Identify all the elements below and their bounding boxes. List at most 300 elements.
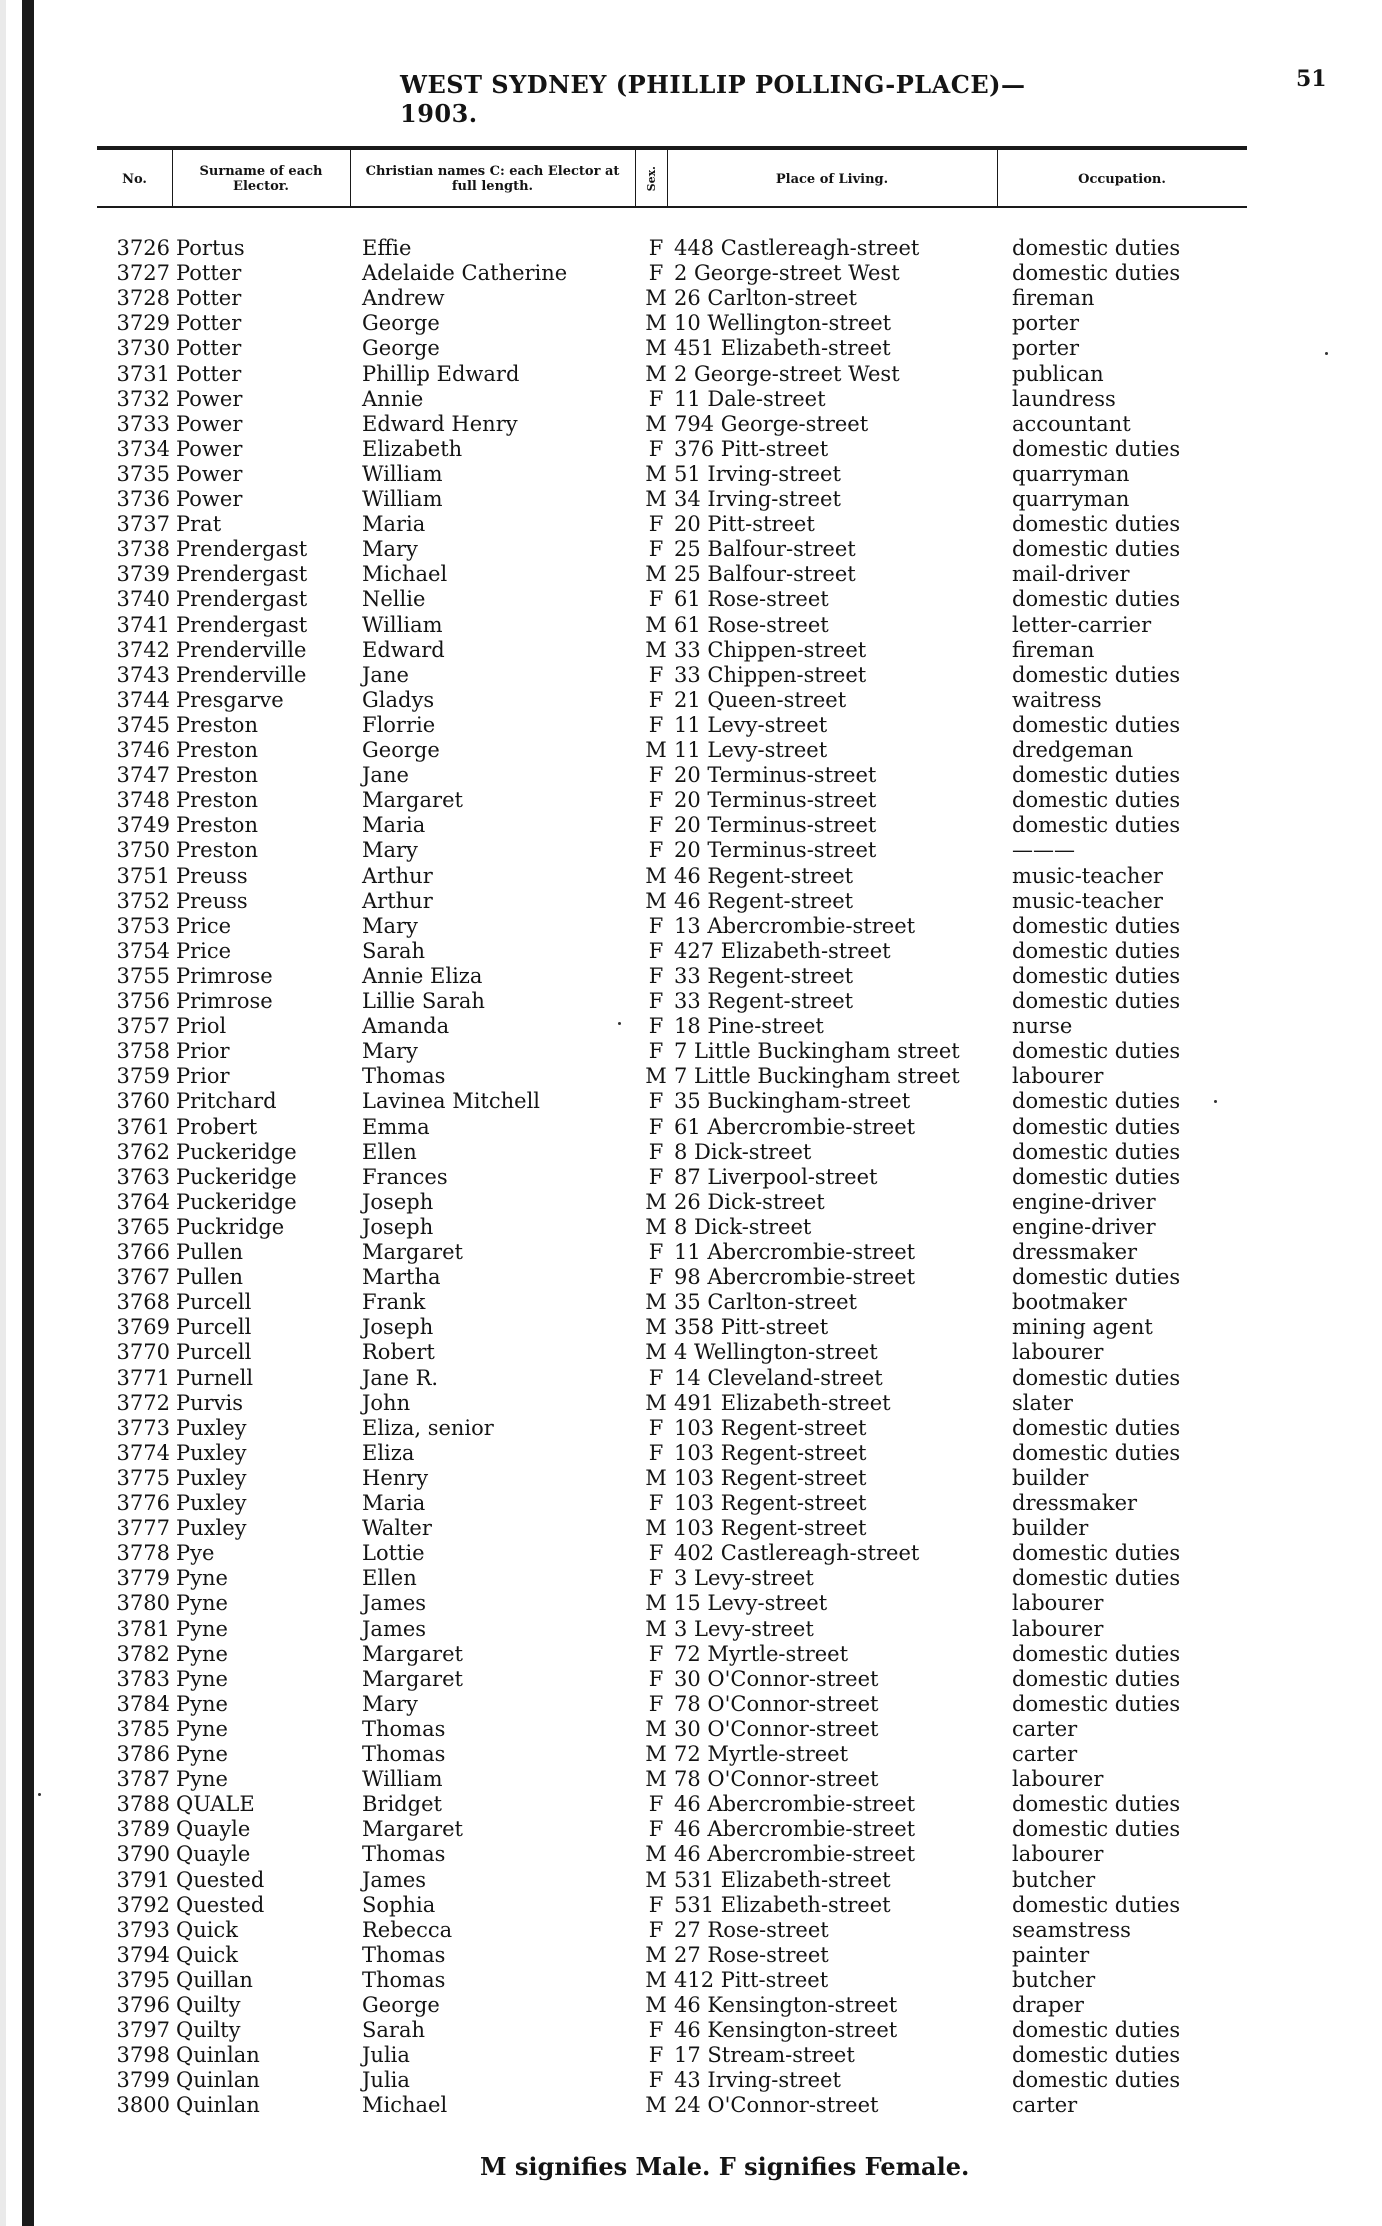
elector-number: 3773 (116, 1415, 170, 1440)
elector-number: 3729 (116, 311, 170, 336)
elector-place-of-living: 46 Kensington-street (674, 1993, 898, 2017)
elector-number: 3751 (116, 863, 170, 888)
elector-sex: M (645, 1214, 667, 1239)
elector-christian-names: Martha (362, 1265, 441, 1290)
table-row (0, 1115, 1382, 1140)
elector-christian-names: Frances (362, 1164, 448, 1189)
elector-sex: F (648, 1164, 664, 1189)
table-row (0, 813, 1382, 838)
elector-sex: F (648, 587, 664, 612)
elector-christian-names: Michael (362, 2093, 448, 2118)
table-row (0, 2018, 1382, 2043)
elector-christian-names: Frank (362, 1290, 426, 1315)
elector-occupation: domestic duties (1012, 1265, 1181, 1290)
elector-sex: F (648, 1792, 664, 1817)
elector-number: 3790 (116, 1842, 170, 1867)
elector-number: 3736 (116, 487, 170, 511)
elector-place-of-living: 14 Cleveland-street (674, 1365, 883, 1390)
elector-sex: M (645, 1742, 667, 1766)
elector-number: 3763 (116, 1164, 170, 1189)
elector-number: 3796 (116, 1993, 170, 2017)
elector-place-of-living: 33 Chippen-street (674, 637, 867, 662)
elector-surname: Probert (176, 1114, 258, 1139)
table-row (0, 236, 1382, 261)
table-row (0, 1441, 1382, 1466)
elector-christian-names: Henry (362, 1465, 429, 1490)
table-row (0, 487, 1382, 512)
table-row (0, 989, 1382, 1014)
elector-sex: F (648, 813, 664, 838)
elector-number: 3762 (116, 1139, 170, 1164)
elector-christian-names: Walter (362, 1516, 432, 1541)
elector-number: 3748 (116, 788, 170, 813)
elector-place-of-living: 20 Terminus-street (674, 838, 877, 863)
elector-surname: Preston (176, 712, 258, 737)
elector-christian-names: Rebecca (362, 1917, 453, 1942)
elector-place-of-living: 103 Regent-street (674, 1491, 867, 1515)
table-row (0, 1315, 1382, 1340)
elector-occupation: domestic duties (1012, 2068, 1181, 2093)
elector-sex: M (645, 1616, 667, 1641)
table-row (0, 1416, 1382, 1441)
elector-sex: M (645, 2093, 667, 2118)
elector-occupation: labourer (1012, 1591, 1104, 1616)
table-row (0, 889, 1382, 914)
elector-place-of-living: 98 Abercrombie-street (674, 1265, 916, 1290)
elector-place-of-living: 61 Abercrombie-street (674, 1114, 916, 1139)
table-row (0, 1767, 1382, 1792)
elector-sex: F (648, 963, 664, 988)
elector-christian-names: George (362, 1993, 440, 2017)
elector-occupation: domestic duties (1012, 963, 1181, 988)
elector-occupation: porter (1012, 336, 1080, 361)
elector-christian-names: Eliza, senior (362, 1415, 494, 1440)
elector-sex: M (645, 1867, 667, 1892)
elector-sex: M (645, 863, 667, 888)
elector-christian-names: Emma (362, 1114, 430, 1139)
table-row (0, 1842, 1382, 1867)
elector-occupation: builder (1012, 1516, 1089, 1541)
elector-surname: Preuss (176, 888, 248, 913)
elector-christian-names: Edward Henry (362, 411, 518, 436)
elector-christian-names: Jane (362, 662, 409, 687)
table-row (0, 738, 1382, 763)
elector-sex: F (648, 687, 664, 712)
table-row (0, 1968, 1382, 1993)
elector-christian-names: Lavinea Mitchell (362, 1089, 540, 1114)
elector-number: 3741 (116, 612, 170, 637)
elector-number: 3759 (116, 1064, 170, 1089)
table-row (0, 1064, 1382, 1089)
elector-number: 3795 (116, 1967, 170, 1992)
elector-occupation: mining agent (1012, 1315, 1153, 1340)
table-row (0, 362, 1382, 387)
elector-christian-names: Mary (362, 1691, 418, 1716)
elector-occupation: butcher (1012, 1967, 1096, 1992)
elector-place-of-living: 20 Terminus-street (674, 788, 877, 813)
elector-number: 3749 (116, 813, 170, 838)
elector-surname: Pye (176, 1541, 215, 1566)
elector-sex: F (648, 236, 664, 260)
elector-christian-names: Margaret (362, 1666, 463, 1691)
elector-occupation: domestic duties (1012, 989, 1181, 1013)
table-row (0, 2093, 1382, 2118)
elector-occupation: engine-driver (1012, 1214, 1156, 1239)
elector-christian-names: Maria (362, 512, 426, 537)
elector-number: 3731 (116, 361, 170, 386)
elector-place-of-living: 46 Abercrombie-street (674, 1817, 916, 1842)
elector-place-of-living: 794 George-street (674, 411, 869, 436)
elector-number: 3780 (116, 1591, 170, 1616)
elector-sex: F (648, 1415, 664, 1440)
table-row (0, 1089, 1382, 1114)
elector-surname: Puxley (176, 1415, 247, 1440)
elector-sex: M (645, 1064, 667, 1089)
column-header-sex-label: Sex. (644, 166, 658, 192)
elector-christian-names: Mary (362, 913, 418, 938)
elector-occupation: domestic duties (1012, 1641, 1181, 1666)
elector-sex: F (648, 1566, 664, 1591)
elector-place-of-living: 33 Regent-street (674, 989, 854, 1013)
elector-surname: Purnell (176, 1365, 254, 1390)
elector-christian-names: James (362, 1616, 427, 1641)
elector-sex: M (645, 1767, 667, 1792)
elector-surname: Power (176, 487, 243, 511)
elector-occupation: builder (1012, 1465, 1089, 1490)
elector-number: 3768 (116, 1290, 170, 1315)
elector-occupation: engine-driver (1012, 1189, 1156, 1214)
elector-sex: M (645, 361, 667, 386)
elector-sex: M (645, 1716, 667, 1741)
table-row (0, 1466, 1382, 1491)
elector-christian-names: Margaret (362, 788, 463, 813)
elector-number: 3785 (116, 1716, 170, 1741)
elector-number: 3754 (116, 938, 170, 963)
elector-sex: F (648, 1440, 664, 1465)
elector-number: 3740 (116, 587, 170, 612)
elector-number: 3746 (116, 738, 170, 762)
print-speck (1214, 1100, 1217, 1103)
elector-number: 3732 (116, 386, 170, 411)
elector-surname: Preston (176, 763, 258, 788)
elector-christian-names: Michael (362, 562, 448, 587)
table-row (0, 412, 1382, 437)
elector-sex: F (648, 662, 664, 687)
elector-occupation: publican (1012, 361, 1104, 386)
elector-sex: F (648, 1240, 664, 1264)
elector-occupation: domestic duties (1012, 913, 1181, 938)
elector-place-of-living: 34 Irving-street (674, 487, 841, 511)
elector-christian-names: William (362, 612, 443, 637)
elector-occupation: labourer (1012, 1064, 1104, 1089)
elector-surname: Pyne (176, 1566, 228, 1591)
table-row (0, 1014, 1382, 1039)
elector-surname: Preuss (176, 863, 248, 888)
elector-christian-names: Mary (362, 537, 418, 562)
elector-sex: F (648, 1089, 664, 1114)
elector-sex: F (648, 1541, 664, 1566)
elector-place-of-living: 427 Elizabeth-street (674, 938, 891, 963)
elector-place-of-living: 61 Rose-street (674, 612, 829, 637)
table-row (0, 562, 1382, 587)
table-row (0, 838, 1382, 863)
elector-number: 3765 (116, 1214, 170, 1239)
elector-sex: F (648, 712, 664, 737)
elector-surname: Purcell (176, 1290, 252, 1315)
elector-number: 3733 (116, 411, 170, 436)
elector-number: 3756 (116, 989, 170, 1013)
table-row (0, 864, 1382, 889)
elector-surname: Preston (176, 788, 258, 813)
elector-sex: M (645, 1516, 667, 1541)
elector-christian-names: Maria (362, 1491, 426, 1515)
elector-christian-names: Joseph (362, 1189, 434, 1214)
elector-christian-names: Florrie (362, 712, 436, 737)
elector-surname: Preston (176, 838, 258, 863)
table-row (0, 688, 1382, 713)
elector-occupation: accountant (1012, 411, 1131, 436)
table-row (0, 914, 1382, 939)
elector-occupation: nurse (1012, 1014, 1073, 1039)
elector-occupation: fireman (1012, 286, 1095, 311)
elector-number: 3734 (116, 436, 170, 461)
elector-occupation: slater (1012, 1390, 1073, 1415)
table-row (0, 261, 1382, 286)
elector-place-of-living: 51 Irving-street (674, 461, 841, 486)
elector-sex: F (648, 1641, 664, 1666)
elector-occupation: draper (1012, 1993, 1084, 2017)
elector-number: 3778 (116, 1541, 170, 1566)
elector-place-of-living: 18 Pine-street (674, 1014, 824, 1039)
elector-christian-names: Bridget (362, 1792, 442, 1817)
elector-sex: F (648, 1014, 664, 1039)
elector-christian-names: Robert (362, 1340, 435, 1365)
table-row (0, 663, 1382, 688)
elector-occupation: ——— (1012, 838, 1075, 863)
elector-sex: M (645, 1967, 667, 1992)
elector-number: 3760 (116, 1089, 170, 1114)
table-row (0, 286, 1382, 311)
elector-place-of-living: 376 Pitt-street (674, 436, 829, 461)
elector-surname: Quick (176, 1942, 238, 1967)
elector-number: 3757 (116, 1014, 170, 1039)
table-row (0, 1943, 1382, 1968)
elector-surname: Prior (176, 1064, 230, 1089)
elector-occupation: domestic duties (1012, 1666, 1181, 1691)
elector-sex: F (648, 1365, 664, 1390)
table-row (0, 1868, 1382, 1893)
elector-sex: F (648, 838, 664, 863)
elector-occupation: domestic duties (1012, 763, 1181, 788)
elector-surname: Presgarve (176, 687, 284, 712)
elector-place-of-living: 10 Wellington-street (674, 311, 892, 336)
elector-occupation: music-teacher (1012, 863, 1163, 888)
elector-number: 3737 (116, 512, 170, 537)
elector-sex: F (648, 763, 664, 788)
elector-surname: Prendergast (176, 612, 308, 637)
elector-place-of-living: 27 Rose-street (674, 1942, 829, 1967)
elector-surname: Power (176, 386, 243, 411)
elector-occupation: quarryman (1012, 487, 1130, 511)
elector-number: 3797 (116, 2018, 170, 2043)
table-row (0, 763, 1382, 788)
elector-number: 3747 (116, 763, 170, 788)
elector-surname: Price (176, 913, 232, 938)
elector-occupation: letter-carrier (1012, 612, 1152, 637)
elector-surname: Prenderville (176, 662, 307, 687)
elector-place-of-living: 30 O'Connor-street (674, 1666, 879, 1691)
elector-place-of-living: 78 O'Connor-street (674, 1767, 879, 1792)
elector-number: 3752 (116, 888, 170, 913)
table-row (0, 1391, 1382, 1416)
print-speck (1325, 352, 1328, 355)
elector-number: 3771 (116, 1365, 170, 1390)
table-row (0, 613, 1382, 638)
elector-number: 3781 (116, 1616, 170, 1641)
elector-place-of-living: 3 Levy-street (674, 1616, 814, 1641)
elector-occupation: domestic duties (1012, 537, 1181, 562)
elector-christian-names: James (362, 1591, 427, 1616)
table-row (0, 1566, 1382, 1591)
elector-surname: QUALE (176, 1792, 255, 1817)
elector-occupation: butcher (1012, 1867, 1096, 1892)
elector-place-of-living: 43 Irving-street (674, 2068, 841, 2093)
elector-surname: Quick (176, 1917, 238, 1942)
elector-number: 3730 (116, 336, 170, 361)
table-row (0, 1692, 1382, 1717)
elector-christian-names: Thomas (362, 1742, 446, 1766)
elector-occupation: labourer (1012, 1842, 1104, 1867)
elector-occupation: carter (1012, 2093, 1078, 2118)
elector-number: 3774 (116, 1440, 170, 1465)
table-row (0, 1366, 1382, 1391)
elector-christian-names: Sarah (362, 938, 425, 963)
elector-occupation: domestic duties (1012, 788, 1181, 813)
elector-christian-names: Elizabeth (362, 436, 463, 461)
elector-surname: Quilty (176, 2018, 241, 2043)
elector-surname: Pyne (176, 1591, 228, 1616)
elector-sex: F (648, 2043, 664, 2068)
elector-place-of-living: 46 Kensington-street (674, 2018, 898, 2043)
print-speck (38, 1793, 41, 1796)
table-row (0, 1516, 1382, 1541)
elector-occupation: domestic duties (1012, 1541, 1181, 1566)
table-row (0, 1541, 1382, 1566)
elector-place-of-living: 7 Little Buckingham street (674, 1064, 960, 1089)
elector-sex: F (648, 1039, 664, 1064)
elector-surname: Prendergast (176, 562, 308, 587)
table-row (0, 537, 1382, 562)
elector-place-of-living: 33 Regent-street (674, 963, 854, 988)
elector-sex: M (645, 311, 667, 336)
elector-sex: F (648, 1817, 664, 1842)
elector-place-of-living: 103 Regent-street (674, 1440, 867, 1465)
elector-surname: Pyne (176, 1716, 228, 1741)
table-row (0, 1817, 1382, 1842)
elector-occupation: domestic duties (1012, 1114, 1181, 1139)
elector-christian-names: Adelaide Catherine (362, 261, 568, 286)
elector-christian-names: Ellen (362, 1139, 417, 1164)
elector-surname: Puxley (176, 1440, 247, 1465)
elector-place-of-living: 358 Pitt-street (674, 1315, 829, 1340)
elector-occupation: labourer (1012, 1767, 1104, 1792)
elector-sex: F (648, 512, 664, 537)
elector-occupation: labourer (1012, 1340, 1104, 1365)
elector-christian-names: Gladys (362, 687, 435, 712)
elector-number: 3766 (116, 1240, 170, 1264)
elector-sex: M (645, 1591, 667, 1616)
elector-sex: F (648, 261, 664, 286)
elector-place-of-living: 2 George-street West (674, 261, 900, 286)
elector-surname: Potter (176, 336, 242, 361)
elector-surname: Pullen (176, 1265, 244, 1290)
elector-number: 3739 (116, 562, 170, 587)
elector-number: 3764 (116, 1189, 170, 1214)
elector-number: 3777 (116, 1516, 170, 1541)
elector-surname: Quested (176, 1867, 265, 1892)
elector-surname: Prenderville (176, 637, 307, 662)
table-row (0, 1591, 1382, 1616)
elector-christian-names: Margaret (362, 1817, 463, 1842)
elector-surname: Quinlan (176, 2093, 260, 2118)
elector-number: 3799 (116, 2068, 170, 2093)
elector-sex: M (645, 612, 667, 637)
elector-number: 3776 (116, 1491, 170, 1515)
elector-surname: Purvis (176, 1390, 244, 1415)
elector-number: 3750 (116, 838, 170, 863)
elector-occupation: domestic duties (1012, 938, 1181, 963)
elector-surname: Pyne (176, 1641, 228, 1666)
elector-number: 3787 (116, 1767, 170, 1792)
table-row (0, 713, 1382, 738)
elector-occupation: domestic duties (1012, 2043, 1181, 2068)
table-row (0, 1667, 1382, 1692)
table-row (0, 336, 1382, 361)
elector-sex: M (645, 1315, 667, 1340)
elector-sex: M (645, 1465, 667, 1490)
elector-number: 3745 (116, 712, 170, 737)
elector-place-of-living: 35 Carlton-street (674, 1290, 857, 1315)
column-header-sex (635, 152, 667, 206)
elector-place-of-living: 72 Myrtle-street (674, 1742, 849, 1766)
elector-occupation: fireman (1012, 637, 1095, 662)
elector-place-of-living: 46 Regent-street (674, 888, 854, 913)
page-title: WEST SYDNEY (PHILLIP POLLING-PLACE)—1903. (400, 70, 1026, 128)
elector-occupation: domestic duties (1012, 1089, 1181, 1114)
elector-christian-names: Sophia (362, 1892, 436, 1917)
elector-occupation: domestic duties (1012, 587, 1181, 612)
elector-christian-names: Eliza (362, 1440, 415, 1465)
header-rule-bottom (97, 206, 1247, 208)
table-row (0, 1617, 1382, 1642)
elector-christian-names: James (362, 1867, 427, 1892)
elector-occupation: domestic duties (1012, 2018, 1181, 2043)
elector-sex: F (648, 913, 664, 938)
elector-number: 3783 (116, 1666, 170, 1691)
elector-sex: M (645, 1942, 667, 1967)
elector-sex: M (645, 1993, 667, 2017)
table-row (0, 964, 1382, 989)
elector-place-of-living: 103 Regent-street (674, 1465, 867, 1490)
table-row (0, 2043, 1382, 2068)
elector-occupation: domestic duties (1012, 1164, 1181, 1189)
elector-occupation: domestic duties (1012, 1440, 1181, 1465)
table-row (0, 462, 1382, 487)
elector-christian-names: Thomas (362, 1842, 446, 1867)
elector-christian-names: Mary (362, 1039, 418, 1064)
elector-number: 3761 (116, 1114, 170, 1139)
elector-place-of-living: 46 Abercrombie-street (674, 1842, 916, 1867)
